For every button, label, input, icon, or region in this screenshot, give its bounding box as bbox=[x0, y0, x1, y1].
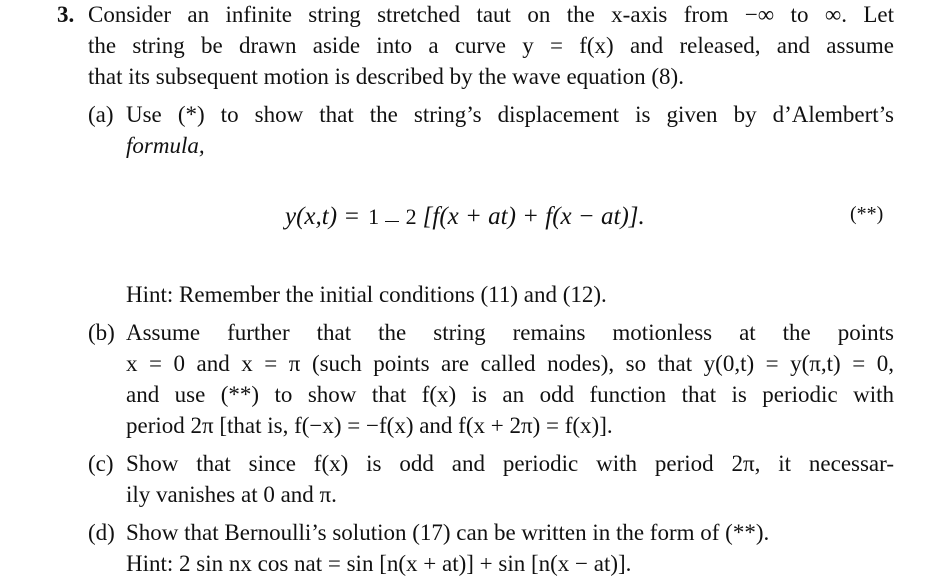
part-c-line-1: Show that since f(x) is odd and periodic with period 2π, it necessar- bbox=[126, 451, 894, 476]
part-b-line-4: period 2π [that is, f(−x) = −f(x) and f(x + 2π) = f(x)]. bbox=[126, 413, 613, 438]
equation-rhs: [f(x + at) + f(x − at)]. bbox=[422, 203, 645, 230]
part-d-label: (d) bbox=[88, 520, 115, 545]
fraction-denominator: 2 bbox=[405, 204, 417, 229]
equation-fraction bbox=[368, 203, 417, 231]
equation-lhs: y(x,t) = bbox=[285, 203, 361, 230]
part-d-line-1: Show that Bernoulli’s solution (17) can be written in the form of (**). bbox=[126, 520, 770, 545]
equation-tag: (**) bbox=[850, 203, 884, 225]
part-b-label: (b) bbox=[88, 320, 115, 345]
problem-intro-line-2: the string be drawn aside into a curve y = f(x) and released, and assume bbox=[88, 33, 894, 58]
problem-number: 3. bbox=[57, 2, 75, 27]
part-a-hint: Hint: Remember the initial conditions (11) and (12). bbox=[126, 282, 607, 307]
problem-intro-line-3: that its subsequent motion is described by the wave equation (8). bbox=[88, 64, 684, 89]
dalembert-equation bbox=[285, 182, 645, 252]
part-a-line-2: formula, bbox=[126, 133, 205, 158]
part-a-label: (a) bbox=[88, 102, 114, 127]
part-c-line-2: ily vanishes at 0 and π. bbox=[126, 482, 337, 507]
part-b-line-1: Assume further that the string remains motionless at the points bbox=[126, 320, 894, 345]
part-b-line-3: and use (**) to show that f(x) is an odd function that is periodic with bbox=[126, 382, 894, 407]
fraction-bar bbox=[385, 221, 399, 222]
problem-intro-line-1: Consider an infinite string stretched taut on the x-axis from −∞ to ∞. Let bbox=[88, 2, 894, 27]
part-d-line-2: Hint: 2 sin nx cos nat = sin [n(x + at)] + sin [n(x − at)]. bbox=[126, 551, 632, 576]
part-c-label: (c) bbox=[88, 451, 114, 476]
part-a-line-1: Use (*) to show that the string’s displacement is given by d’Alembert’s bbox=[126, 102, 894, 127]
fraction-numerator: 1 bbox=[368, 204, 380, 229]
part-b-line-2: x = 0 and x = π (such points are called nodes), so that y(0,t) = y(π,t) = 0, bbox=[126, 351, 894, 376]
